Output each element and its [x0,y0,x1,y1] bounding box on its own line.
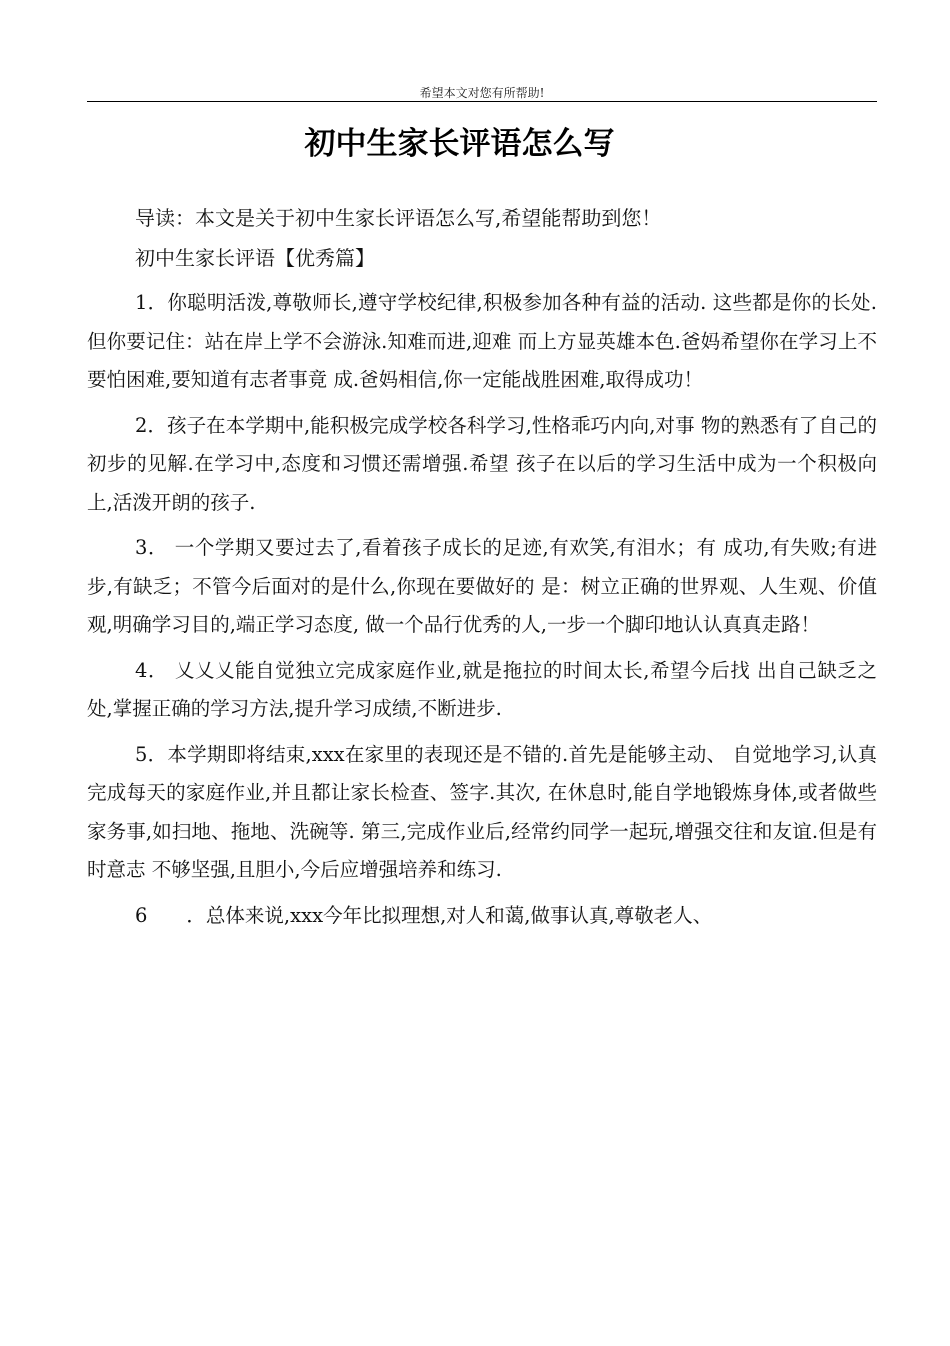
paragraph-number: 2． [135,413,168,437]
paragraph-6 [87,897,877,936]
paragraph-3 [87,529,877,645]
paragraph-text: 乂乂乂能自觉独立完成家庭作业,就是拖拉的时间太长,希望今后找 出自己缺乏之处,掌握正确的学习方法,提升学习成绩,不断进步. [87,658,877,720]
section-heading: 初中生家长评语【优秀篇】 [135,246,375,270]
intro-text: 导读：本文是关于初中生家长评语怎么写,希望能帮助到您！ [135,206,662,230]
header-divider [87,101,877,102]
paragraph-number: 1． [135,291,168,314]
paragraph-text: 孩子在本学期中,能积极完成学校各科学习,性格乖巧内向,对事 物的熟悉有了自己的初步的见解.在学习中,态度和习惯还需增强.希望 孩子在以后的学习生活中成为一个积极向上,活泼开朗的孩子. [87,413,877,514]
paragraph-1 [87,284,877,400]
paragraph-4 [87,652,877,729]
paragraph-number: 6 ． [135,903,206,927]
paragraph-5 [87,736,877,890]
paragraph-text: 一个学期又要过去了,看着孩子成长的足迹,有欢笑,有泪水；有 成功,有失败;有进步,有缺乏；不管今后面对的是什么,你现在要做好的 是：树立正确的世界观、人生观、价值观,明确学习目的,端正学习态度, 做一个品行优秀的人,一步一个脚印地认认真真走路！ [87,536,877,636]
header-note: 希望本文对您有所帮助! [419,86,545,100]
paragraph-text: 本学期即将结束,xxx在家里的表现还是不错的.首先是能够主动、 自觉地学习,认真完成每天的家庭作业,并且都让家长检查、签字.其次, 在休息时,能自学地锻炼身体,或者做些家务事,如扫地、拖地、洗碗等. 第三,完成作业后,经常约同学一起玩,增强交往和友谊.但是有时意志 不够坚强,且胆小,今后应增强培养和练习. [87,742,877,881]
paragraph-2 [87,407,877,523]
paragraph-number: 5． [135,742,168,766]
article-body [87,284,877,935]
paragraph-number: 4． [135,658,175,682]
paragraph-text: 你聪明活泼,尊敬师长,遵守学校纪律,积极参加各种有益的活动. 这些都是你的长处.但你要记住：站在岸上学不会游泳.知难而进,迎难 而上方显英雄本色.爸妈希望你在学习上不要怕困难,要知道有志者事竟 成.爸妈相信,你一定能战胜困难,取得成功！ [87,291,877,391]
paragraph-number: 3． [135,536,175,559]
document-title: 初中生家长评语怎么写 [304,126,615,162]
paragraph-text: 总体来说,xxx今年比拟理想,对人和蔼,做事认真,尊敬老人、 [205,903,713,927]
